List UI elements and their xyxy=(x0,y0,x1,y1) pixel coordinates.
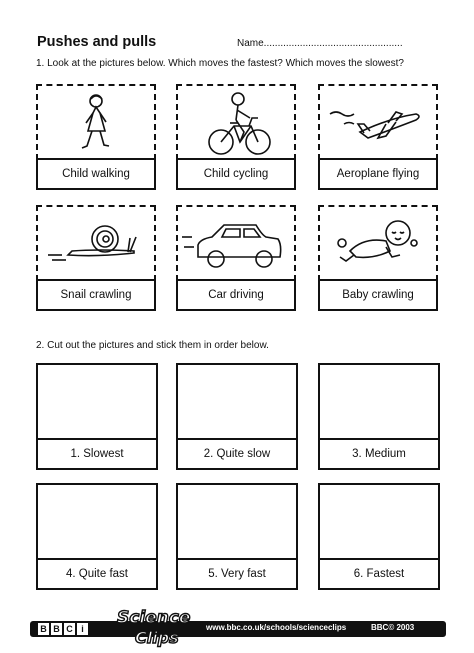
slot-label: 2. Quite slow xyxy=(176,438,298,470)
card-picture xyxy=(36,205,156,281)
aeroplane-icon xyxy=(320,86,436,160)
card-label: Car driving xyxy=(176,279,296,311)
slot-slowest[interactable] xyxy=(36,363,158,469)
card-label: Child cycling xyxy=(176,158,296,190)
bbc-letter: C xyxy=(64,623,75,635)
snail-icon xyxy=(38,207,154,281)
page-title: Pushes and pulls xyxy=(37,34,157,50)
footer-url[interactable]: www.bbc.co.uk/schools/scienceclips xyxy=(206,623,347,632)
card-picture xyxy=(176,205,296,281)
paste-area[interactable] xyxy=(36,483,158,560)
baby-crawling-icon xyxy=(320,207,436,281)
card-label: Snail crawling xyxy=(36,279,156,311)
slot-label: 4. Quite fast xyxy=(36,558,158,590)
paste-area[interactable] xyxy=(318,363,440,440)
svg-text:Science: Science xyxy=(117,608,191,628)
name-field[interactable]: Name.................................................. xyxy=(237,38,403,49)
bbc-letter: B xyxy=(38,623,49,635)
slot-very-fast[interactable] xyxy=(176,483,298,589)
card-picture xyxy=(36,84,156,160)
slot-label: 6. Fastest xyxy=(318,558,440,590)
question-2: 2. Cut out the pictures and stick them in order below. xyxy=(36,340,269,351)
slot-quite-fast[interactable] xyxy=(36,483,158,589)
card-picture xyxy=(318,84,438,160)
card-picture xyxy=(176,84,296,160)
card-picture xyxy=(318,205,438,281)
card-snail-crawling[interactable] xyxy=(36,205,156,311)
child-walking-icon xyxy=(38,86,154,160)
paste-area[interactable] xyxy=(176,363,298,440)
card-car-driving[interactable] xyxy=(176,205,296,311)
footer-bar xyxy=(30,621,446,637)
svg-text:Clips: Clips xyxy=(135,628,179,647)
bbc-logo xyxy=(38,623,88,635)
child-cycling-icon xyxy=(178,86,294,160)
slot-label: 5. Very fast xyxy=(176,558,298,590)
car-icon xyxy=(178,207,294,281)
card-child-walking[interactable] xyxy=(36,84,156,190)
slot-label: 3. Medium xyxy=(318,438,440,470)
card-label: Child walking xyxy=(36,158,156,190)
card-baby-crawling[interactable] xyxy=(318,205,438,311)
slot-label: 1. Slowest xyxy=(36,438,158,470)
slot-quite-slow[interactable] xyxy=(176,363,298,469)
card-aeroplane-flying[interactable] xyxy=(318,84,438,190)
paste-area[interactable] xyxy=(36,363,158,440)
card-label: Baby crawling xyxy=(318,279,438,311)
paste-area[interactable] xyxy=(318,483,440,560)
science-clips-logo xyxy=(113,599,205,651)
footer-copyright: BBC© 2003 xyxy=(371,623,415,632)
paste-area[interactable] xyxy=(176,483,298,560)
card-child-cycling[interactable] xyxy=(176,84,296,190)
question-1: 1. Look at the pictures below. Which moves the fastest? Which moves the slowest? xyxy=(36,58,404,69)
bbc-letter: B xyxy=(51,623,62,635)
slot-medium[interactable] xyxy=(318,363,440,469)
card-label: Aeroplane flying xyxy=(318,158,438,190)
slot-fastest[interactable] xyxy=(318,483,440,589)
bbc-letter: i xyxy=(77,623,88,635)
